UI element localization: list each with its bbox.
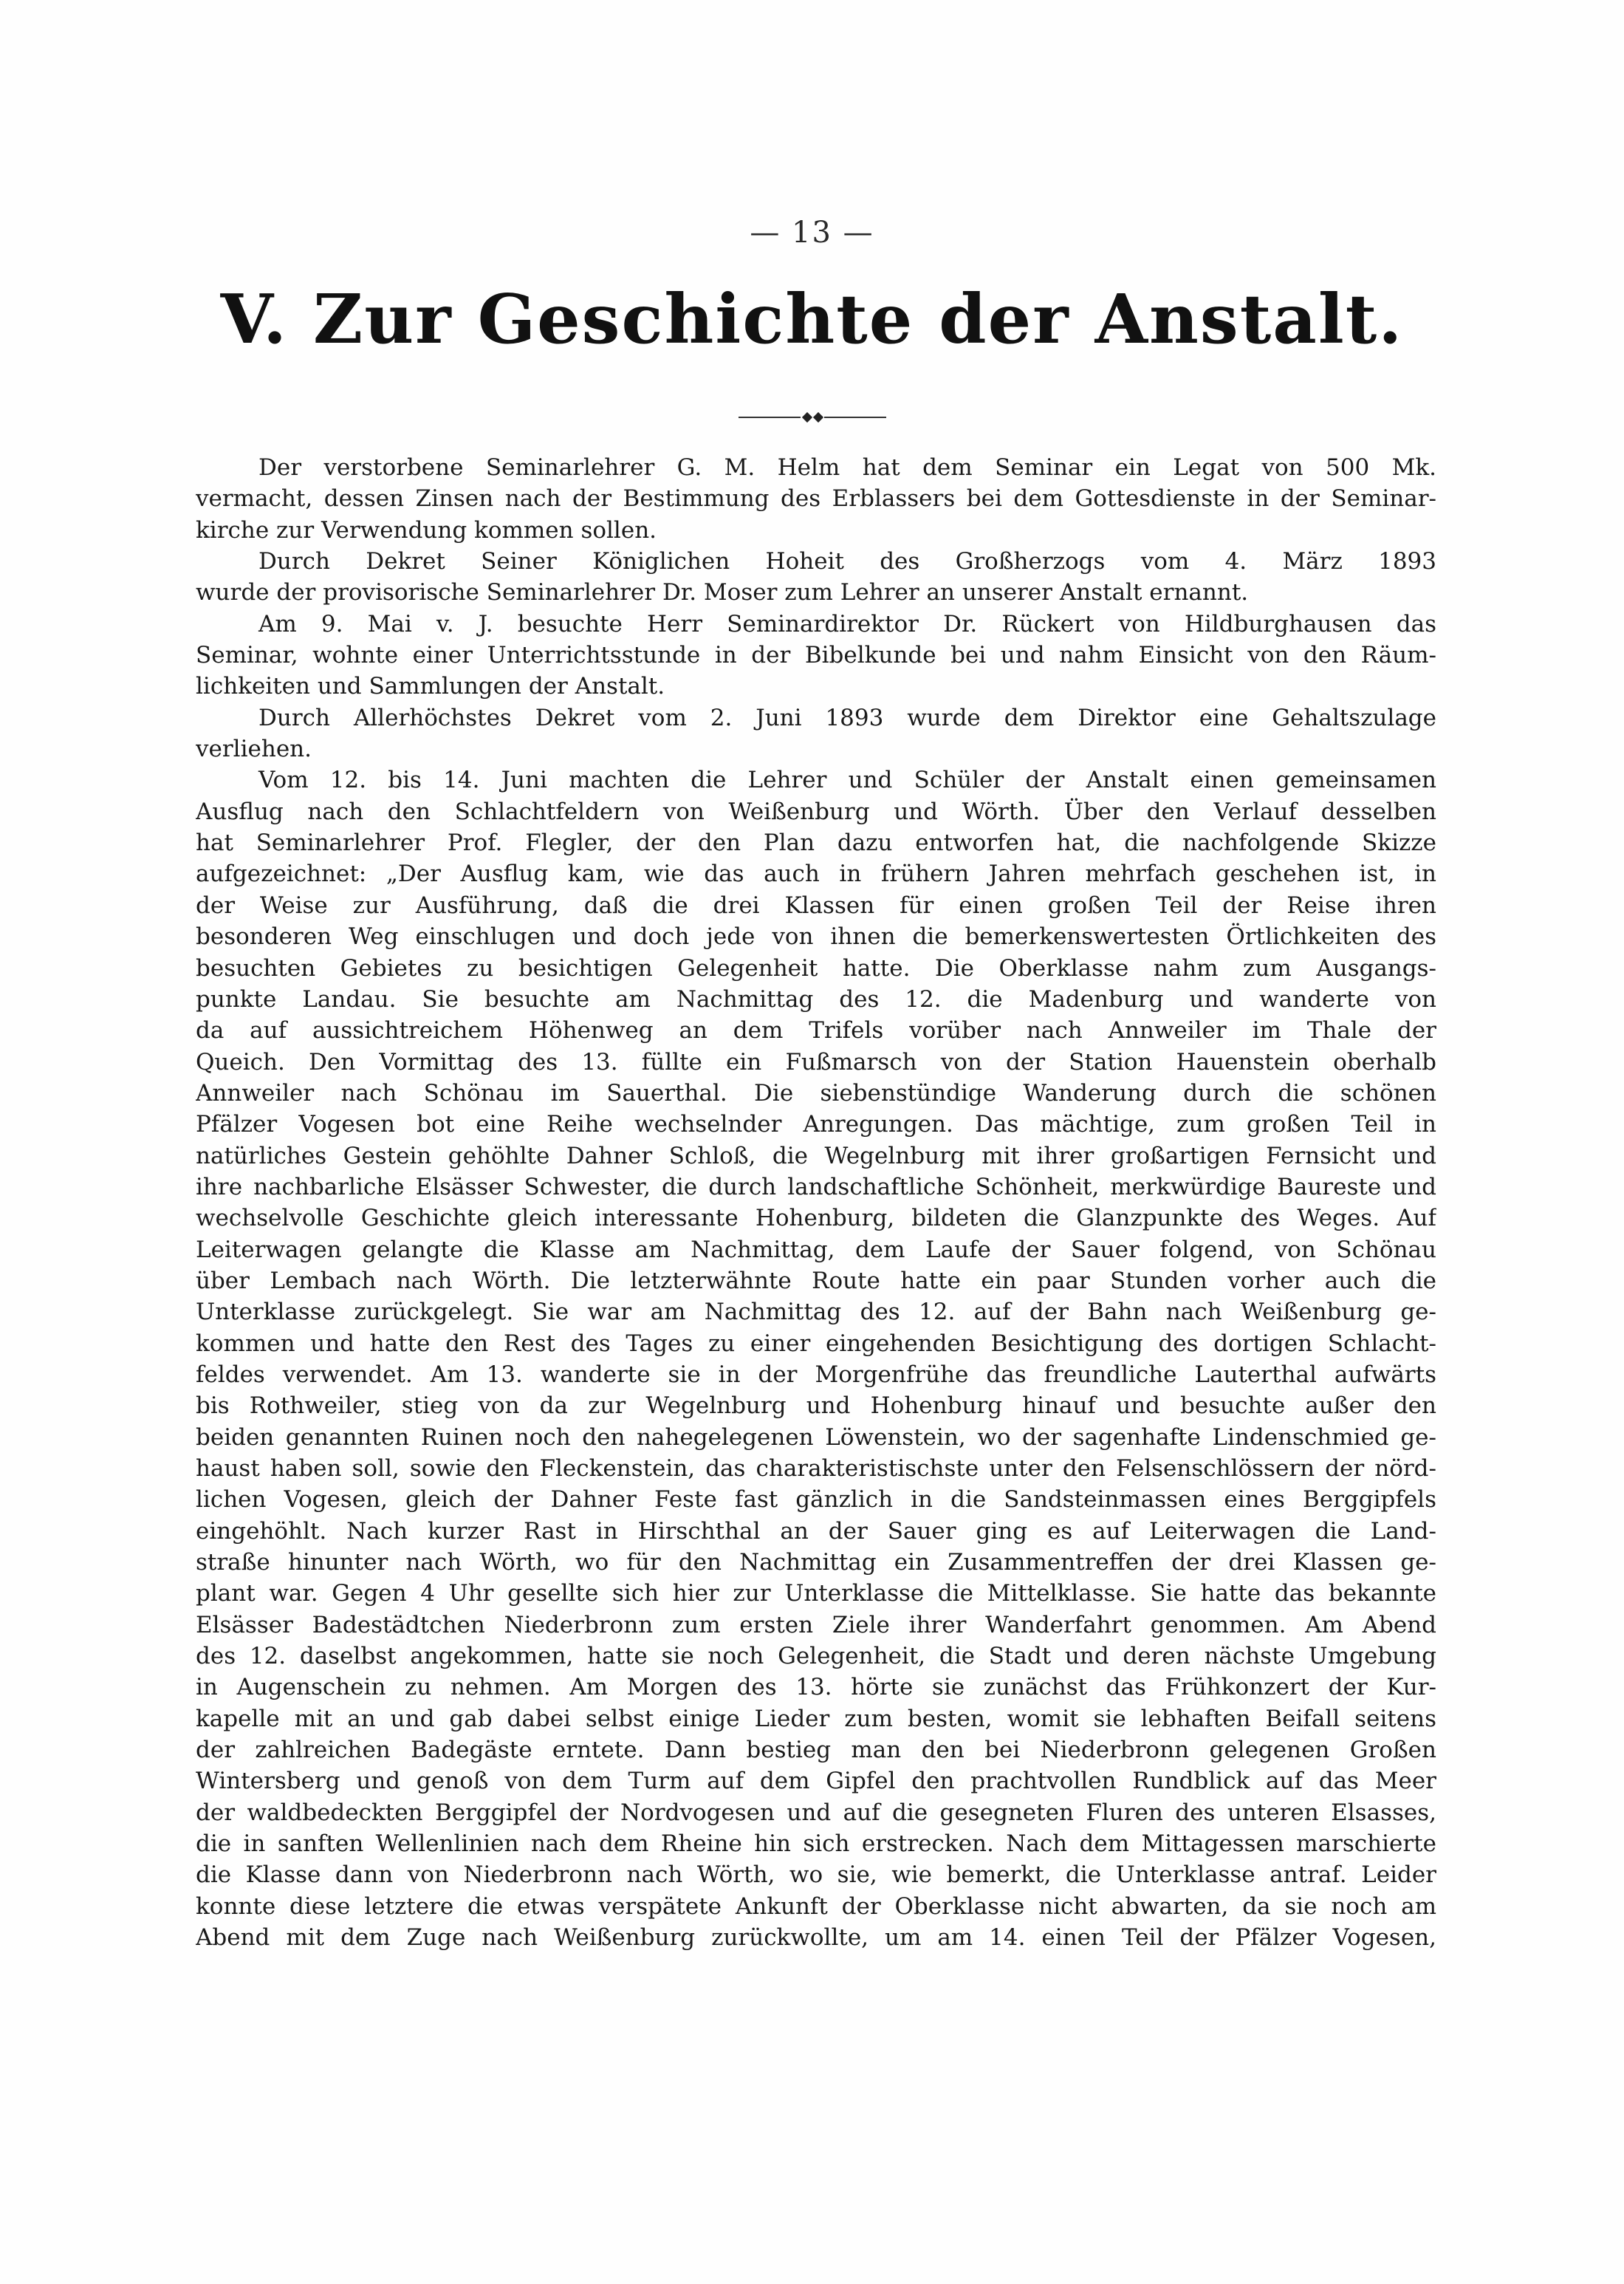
text-line: straße hinunter nach Wörth, wo für den Nachmittag ein Zusammentreffen der drei Klassen ge-: [196, 1549, 1436, 1576]
text-line: eingehöhlt. Nach kurzer Rast in Hirschthal an der Sauer ging es auf Leiterwagen die Land-: [196, 1517, 1436, 1545]
text-line: Vom 12. bis 14. Juni machten die Lehrer und Schüler der Anstalt einen gemeinsamen: [258, 767, 1436, 794]
text-line: lichen Vogesen, gleich der Dahner Feste fast gänzlich in die Sandsteinmassen eines Berggipfels: [196, 1486, 1436, 1514]
text-line: Wintersberg und genoß von dem Turm auf dem Gipfel den prachtvollen Rundblick auf das Meer: [196, 1768, 1436, 1795]
text-line: wechselvolle Geschichte gleich interessante Hohenburg, bildeten die Glanzpunkte des Weges. Auf: [196, 1205, 1436, 1232]
text-line: besonderen Weg einschlugen und doch jede von ihnen die bemerkenswertesten Örtlichkeiten des: [196, 923, 1436, 951]
text-line: verliehen.: [196, 736, 312, 763]
text-line: plant war. Gegen 4 Uhr gesellte sich hier zur Unterklasse die Mittelklasse. Sie hatte das bekannte: [196, 1580, 1436, 1607]
text-line: der waldbedeckten Berggipfel der Nordvogesen und auf die gesegneten Fluren des unteren Elsasses,: [196, 1799, 1436, 1826]
text-line: Elsässer Badestädtchen Niederbronn zum ersten Ziele ihrer Wanderfahrt genommen. Am Abend: [196, 1611, 1436, 1638]
text-line: Ausflug nach den Schlachtfeldern von Weißenburg und Wörth. Über den Verlauf desselben: [196, 798, 1436, 825]
ornament-rule-left: [739, 417, 801, 418]
text-line: der Weise zur Ausführung, daß die drei Klassen für einen großen Teil der Reise ihren: [196, 892, 1436, 919]
text-line: aufgezeichnet: „Der Ausflug kam, wie das auch in frühern Jahren mehrfach geschehen ist, in: [196, 861, 1436, 888]
text-line: die in sanften Wellenlinien nach dem Rheine hin sich erstrecken. Nach dem Mittagessen marschierte: [196, 1830, 1436, 1858]
page-number: — 13 —: [750, 216, 874, 250]
text-line: Am 9. Mai v. J. besuchte Herr Seminardirektor Dr. Rückert von Hildburghausen das: [258, 610, 1436, 637]
body-text: [196, 452, 1436, 1954]
text-line: bis Rothweiler, stieg von da zur Wegelnburg und Hohenburg hinauf und besuchte außer den: [196, 1392, 1436, 1420]
text-line: der zahlreichen Badegäste erntete. Dann bestieg man den bei Niederbronn gelegenen Großen: [196, 1737, 1436, 1764]
text-line: Durch Allerhöchstes Dekret vom 2. Juni 1893 wurde dem Direktor eine Gehaltszulage: [258, 704, 1436, 731]
text-line: Queich. Den Vormittag des 13. füllte ein Fußmarsch von der Station Hauenstein oberhalb: [196, 1048, 1436, 1076]
text-line: kommen und hatte den Rest des Tages zu einer eingehenden Besichtigung des dortigen Schlacht-: [196, 1330, 1436, 1357]
ornament-diamond: [802, 412, 812, 423]
text-line: ihre nachbarliche Elsässer Schwester, die durch landschaftliche Schönheit, merkwürdige Baureste und: [196, 1173, 1436, 1200]
text-line: wurde der provisorische Seminarlehrer Dr. Moser zum Lehrer an unserer Anstalt ernannt.: [196, 579, 1249, 606]
title-ornament: [739, 410, 886, 425]
text-line: feldes verwendet. Am 13. wanderte sie in der Morgenfrühe das freundliche Lauterthal aufwärts: [196, 1361, 1436, 1388]
chapter-title: V. Zur Geschichte der Anstalt.: [220, 279, 1404, 359]
text-line: Abend mit dem Zuge nach Weißenburg zurückwollte, um am 14. einen Teil der Pfälzer Vogesen,: [196, 1924, 1436, 1952]
text-line: Seminar, wohnte einer Unterrichtsstunde in der Bibelkunde bei und nahm Einsicht von den Räum-: [196, 642, 1436, 669]
text-line: Leiterwagen gelangte die Klasse am Nachmittag, dem Laufe der Sauer folgend, von Schönau: [196, 1236, 1436, 1263]
text-line: beiden genannten Ruinen noch den nahegelegenen Löwenstein, wo der sagenhafte Lindenschmied ge-: [196, 1423, 1436, 1451]
ornament-rule-right: [824, 417, 886, 418]
text-line: haust haben soll, sowie den Fleckenstein, das charakteristischste unter den Felsenschlössern der nörd-: [196, 1455, 1436, 1482]
text-line: des 12. daselbst angekommen, hatte sie noch Gelegenheit, die Stadt und deren nächste Umgebung: [196, 1643, 1436, 1670]
text-line: hat Seminarlehrer Prof. Flegler, der den Plan dazu entworfen hat, die nachfolgende Skizze: [196, 830, 1436, 857]
text-line: Durch Dekret Seiner Königlichen Hoheit des Großherzogs vom 4. März 1893: [258, 548, 1436, 575]
text-line: in Augenschein zu nehmen. Am Morgen des 13. hörte sie zunächst das Frühkonzert der Kur-: [196, 1674, 1436, 1701]
text-line: Annweiler nach Schönau im Sauerthal. Die siebenstündige Wanderung durch die schönen: [196, 1079, 1436, 1107]
text-line: Der verstorbene Seminarlehrer G. M. Helm hat dem Seminar ein Legat von 500 Mk.: [258, 454, 1436, 481]
text-line: da auf aussichtreichem Höhenweg an dem Trifels vorüber nach Annweiler im Thale der: [196, 1017, 1436, 1044]
text-line: natürliches Gestein gehöhlte Dahner Schloß, die Wegelnburg mit ihrer großartigen Fernsicht und: [196, 1142, 1436, 1169]
text-line: lichkeiten und Sammlungen der Anstalt.: [196, 673, 665, 700]
text-line: über Lembach nach Wörth. Die letzterwähnte Route hatte ein paar Stunden vorher auch die: [196, 1267, 1436, 1294]
text-line: konnte diese letztere die etwas verspätete Ankunft der Oberklasse nicht abwarten, da sie noch am: [196, 1892, 1436, 1920]
text-line: Pfälzer Vogesen bot eine Reihe wechselnder Anregungen. Das mächtige, zum großen Teil in: [196, 1111, 1436, 1138]
text-line: punkte Landau. Sie besuchte am Nachmittag des 12. die Madenburg und wanderte von: [196, 985, 1436, 1013]
ornament-diamond: [813, 412, 823, 423]
text-line: kapelle mit an und gab dabei selbst einige Lieder zum besten, womit sie lebhaften Beifall seitens: [196, 1705, 1436, 1732]
text-line: kirche zur Verwendung kommen sollen.: [196, 516, 657, 544]
text-line: Unterklasse zurückgelegt. Sie war am Nachmittag des 12. auf der Bahn nach Weißenburg ge-: [196, 1299, 1436, 1326]
text-line: vermacht, dessen Zinsen nach der Bestimmung des Erblassers bei dem Gottesdienste in der Seminar-: [196, 485, 1436, 513]
text-line: die Klasse dann von Niederbronn nach Wörth, wo sie, wie bemerkt, die Unterklasse antraf. Leider: [196, 1861, 1436, 1889]
text-line: besuchten Gebietes zu besichtigen Gelegenheit hatte. Die Oberklasse nahm zum Ausgangs-: [196, 954, 1436, 982]
